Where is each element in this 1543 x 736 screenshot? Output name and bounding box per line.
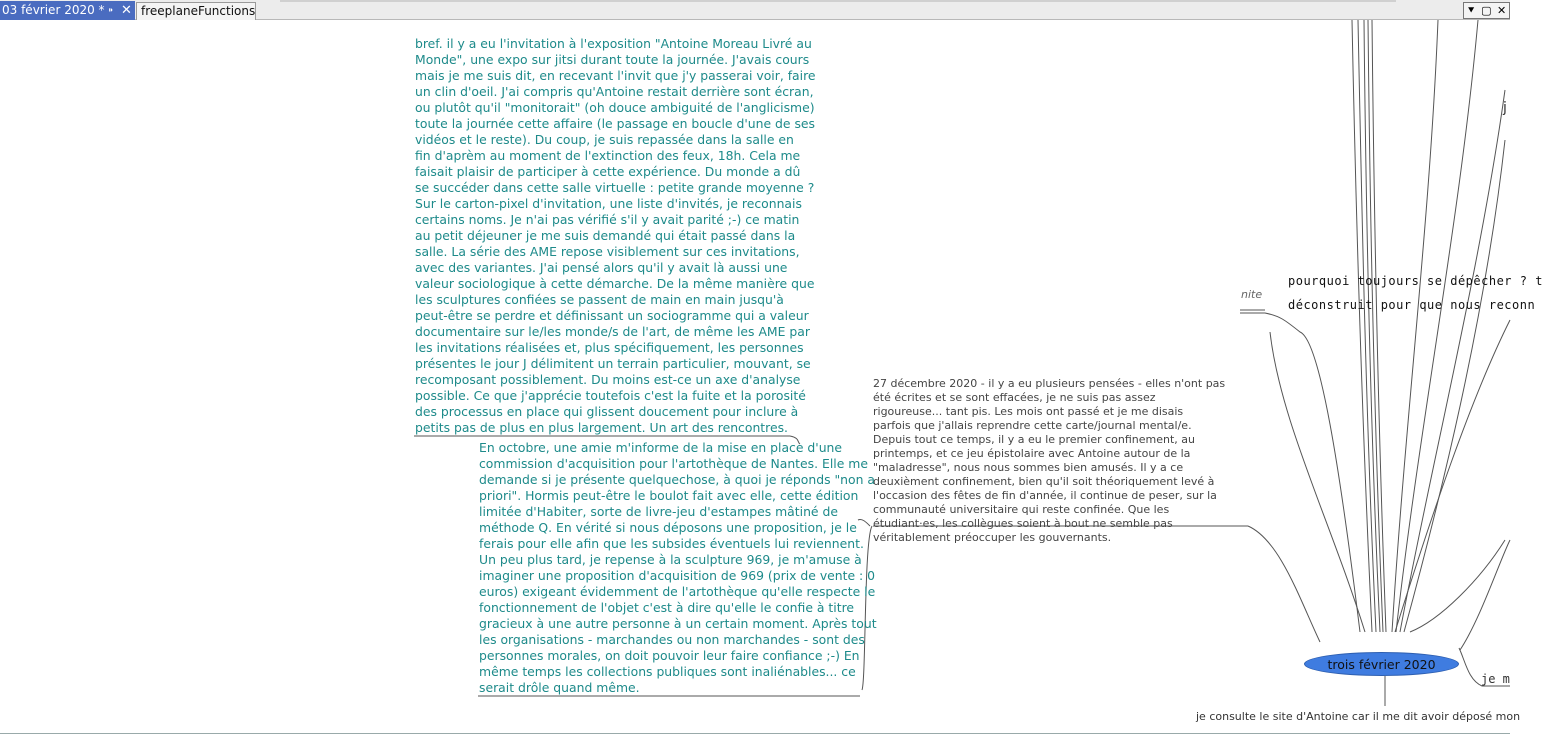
text-line: été écrites et se sont effacées, je ne suis pas assez	[873, 391, 1156, 404]
text-line: imaginer une proposition d'acquisition de 969 (prix de vente : 0	[479, 568, 876, 583]
dropdown-icon[interactable]: ⯆	[1466, 3, 1476, 17]
text-line: gracieux à une autre personne à un certain moment. Après tout	[479, 616, 877, 631]
handwritten-node-line[interactable]: déconstruit pour que nous reconn	[1288, 298, 1536, 312]
text-line: communauté universitaire qui reste confinée. Que les	[873, 503, 1170, 516]
text-line: limitée d'Habiter, sorte de livre-jeu d'estampes mâtiné de	[479, 504, 838, 519]
text-line: l'occasion des fêtes de fin d'année, il continue de peser, sur la	[873, 489, 1217, 502]
text-node-artotheque[interactable]	[479, 440, 877, 696]
text-line: Monde", une expo sur jitsi durant toute la journée. J'avais cours	[415, 52, 810, 67]
text-line: parfois que j'allais reprendre cette carte/journal mental/e.	[873, 419, 1192, 432]
text-line: toute la journée cette affaire (le passage en boucle d'une de ses	[415, 116, 815, 131]
close-icon[interactable]: ✕	[1497, 4, 1507, 17]
text-line: Depuis tout ce temps, il y a eu le premier confinement, au	[873, 433, 1196, 446]
text-line: faisait plaisir de participer à cette expérience. Du monde a dû	[415, 164, 801, 179]
text-line: présentes le jour J délimitent un terrain particulier, mouvant, se	[415, 356, 811, 371]
text-line: les organisations - marchandes ou non marchandes - sont des	[479, 632, 865, 647]
text-line: petits pas de plus en plus largement. Un art des rencontres.	[415, 420, 788, 435]
text-line: commission d'acquisition pour l'artothèque de Nantes. Elle me	[479, 456, 868, 471]
text-line: 27 décembre 2020 - il y a eu plusieurs pensées - elles n'ont pas	[873, 377, 1226, 390]
text-line: priori". Hormis peut-être le boulot fait avec elle, cette édition	[479, 488, 859, 503]
text-line: se succéder dans cette salle virtuelle : petite grande moyenne ?	[415, 180, 815, 195]
text-line: méthode Q. En vérité si nous déposons une proposition, je le	[479, 520, 857, 535]
text-line: vidéos et le reste). Du coup, je suis repassée dans la salle en	[415, 132, 794, 147]
tab-03-fevrier-2020[interactable]	[0, 1, 135, 20]
mind-map-canvas[interactable]	[0, 20, 1543, 736]
text-line: Un peu plus tard, je repense à la sculpture 969, je m'amuse à	[479, 552, 862, 567]
text-line: les invitations réalisées et, plus spécifiquement, les personnes	[415, 340, 804, 355]
text-line: ou plutôt qu'il "monitorait" (oh douce ambiguité de l'anglicisme)	[415, 100, 815, 115]
window-controls	[1463, 2, 1510, 19]
text-line: valeur sociologique à cette démarche. De la même manière que	[415, 276, 815, 291]
text-line: En octobre, une amie m'informe de la mise en place d'une	[479, 440, 843, 455]
tab-bar	[0, 0, 1510, 20]
text-line: euros) exigeant évidemment de l'artothèque qu'elle respecte le	[479, 584, 876, 599]
text-line: fonctionnement de l'objet c'est à dire qu'elle le confie à titre	[479, 600, 855, 615]
handwritten-node-line[interactable]: pourquoi toujours se dépêcher ? t	[1288, 274, 1543, 288]
text-line: demande si je présente quelquechose, à quoi je réponds "non a	[479, 472, 875, 487]
text-line: ferais pour elle afin que les subsides éventuels lui reviennent.	[479, 536, 864, 551]
text-line: des processus en place qui glissent doucement pour inclure à	[415, 404, 799, 419]
node-fragment-left[interactable]: nite	[1241, 288, 1263, 301]
node-fragment-right-bottom[interactable]: je m	[1481, 672, 1510, 686]
text-line: au petit déjeuner je me suis demandé qui était passé dans la	[415, 228, 796, 243]
restore-icon[interactable]: ▢	[1481, 4, 1492, 17]
text-line: un clin d'oeil. J'ai compris qu'Antoine restait derrière sont écran,	[415, 84, 814, 99]
text-line: Sur le carton-pixel d'invitation, une liste d'invités, je reconnais	[415, 196, 802, 211]
text-line: personnes morales, on doit pouvoir leur faire confiance ;-) En	[479, 648, 860, 663]
tab-title: 03 février 2020 *	[2, 3, 105, 17]
pin-icon[interactable]: ⁍	[108, 4, 114, 17]
root-node[interactable]: trois février 2020	[1304, 652, 1459, 676]
tab-title: freeplaneFunctions	[141, 4, 256, 18]
text-line: recomposant possiblement. Du moins est-ce un axe d'analyse	[415, 372, 801, 387]
tab-close-icon[interactable]: ✕	[121, 3, 132, 18]
tab-freeplane-functions[interactable]	[136, 2, 256, 20]
node-site-antoine[interactable]: je consulte le site d'Antoine car il me dit avoir déposé mon	[1196, 710, 1521, 723]
text-line: véritablement préoccuper les gouvernants.	[873, 531, 1112, 544]
text-line: "maladresse", nous nous sommes bien amusés. Il y a ce	[873, 461, 1184, 474]
text-line: salle. La série des AME repose visiblement sur ces invitations,	[415, 244, 800, 259]
text-line: bref. il y a eu l'invitation à l'exposition "Antoine Moreau Livré au	[415, 36, 812, 51]
text-line: serait drôle quand même.	[479, 680, 640, 695]
text-line: rigoureuse... tant pis. Les mois ont passé et je me disais	[873, 405, 1184, 418]
bottom-divider	[0, 733, 1510, 734]
text-line: mais je me suis dit, en recevant l'invit que j'y passerai voir, faire	[415, 68, 816, 83]
text-line: possible. Ce que j'apprécie toutefois c'est la fuite et la porosité	[415, 388, 806, 403]
text-line: étudiant·es, les collègues soient à bout ne semble pas	[873, 517, 1173, 530]
node-fragment-right-top[interactable]: j	[1503, 100, 1507, 116]
tabbar-divider	[280, 0, 1396, 2]
text-line: certains noms. Je n'ai pas vérifié s'il y avait parité ;-) ce matin	[415, 212, 800, 227]
text-line: avec des variantes. J'ai pensé alors qu'il y avait là aussi une	[415, 260, 788, 275]
text-line: les sculptures confiées se passent de main en main jusqu'à	[415, 292, 784, 307]
text-line: fin d'aprèm au moment de l'extinction des feux, 18h. Cela me	[415, 148, 801, 163]
text-node-27-decembre[interactable]	[873, 377, 1225, 545]
text-line: printemps, et ce jeu épistolaire avec Antoine autour de la	[873, 447, 1191, 460]
text-line: peut-être se perdre et définissant un sociogramme qui a valeur	[415, 308, 809, 323]
text-line: deuxièment confinement, bien qu'il soit théoriquement levé à	[873, 475, 1215, 488]
text-line: documentaire sur le/les monde/s de l'art, de même les AME par	[415, 324, 810, 339]
text-line: même temps les collections publiques sont inaliénables... ce	[479, 664, 856, 679]
text-node-exposition[interactable]	[415, 36, 816, 436]
